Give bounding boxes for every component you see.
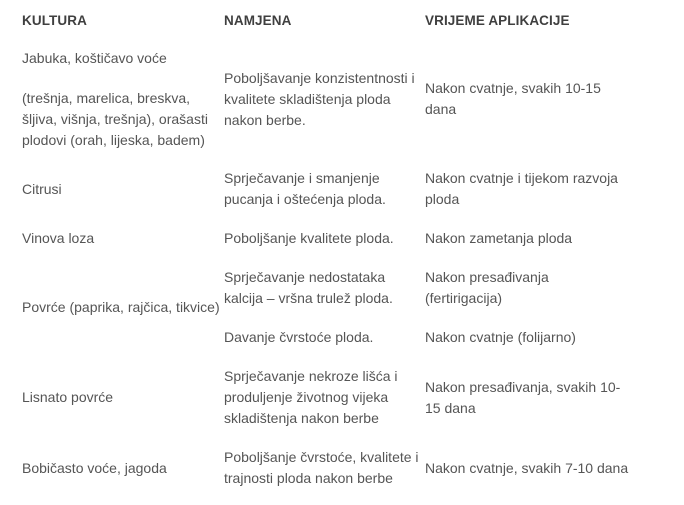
header-kultura: KULTURA (22, 13, 87, 28)
row-jabuka-kultura-detail (22, 88, 222, 151)
table-cell-text: (fertirigacija) (425, 290, 503, 306)
row-bobicasto-voce-vrijeme (425, 458, 630, 479)
table-cell-text: Sprječavanje nekroze lišća i (224, 368, 398, 384)
row-povrce-kultura (22, 297, 222, 318)
table-cell-text: pucanja i oštećenja ploda. (224, 191, 386, 207)
table-cell-text: Nakon cvatnje i tijekom razvoja (425, 170, 618, 186)
table-cell-text: nakon berbe. (224, 112, 306, 128)
row-vinova-loza-kultura (22, 228, 222, 249)
header-namjena: NAMJENA (224, 13, 292, 28)
row-povrce-vrijeme-a (425, 267, 630, 309)
table-cell-text: Nakon cvatnje, svakih 7-10 dana (425, 460, 629, 476)
table-cell-text: šljiva, višnja, trešnja), orašasti (22, 111, 208, 127)
row-lisnato-povrce-kultura (22, 387, 222, 408)
row-vinova-loza-namjena (224, 228, 422, 249)
table-cell-text: Nakon presađivanja (425, 269, 549, 285)
table-cell-text: Poboljšanje čvrstoće, kvalitete i (224, 449, 419, 465)
row-jabuka-vrijeme (425, 78, 630, 120)
table-cell-text: ploda (425, 191, 460, 207)
row-vinova-loza-vrijeme (425, 228, 630, 249)
row-povrce-namjena-b (224, 327, 422, 348)
row-povrce-namjena-a (224, 267, 422, 309)
table-cell-text: Sprječavanje i smanjenje (224, 170, 380, 186)
row-jabuka-kultura (22, 48, 222, 69)
table-cell-text: Jabuka, koštičavo voće (22, 50, 167, 66)
table-cell-text: Lisnato povrće (22, 389, 114, 405)
row-lisnato-povrce-vrijeme (425, 377, 630, 419)
table-cell-text: Bobičasto voće, jagoda (22, 460, 167, 476)
row-citrusi-namjena (224, 168, 422, 210)
table-cell-text: Nakon presađivanja, svakih 10- (425, 379, 621, 395)
table-cell-text: Nakon cvatnje (folijarno) (425, 329, 576, 345)
table-cell-text: Nakon zametanja ploda (425, 230, 573, 246)
row-bobicasto-voce-kultura (22, 458, 222, 479)
table-cell-text: Poboljšanje kvalitete ploda. (224, 230, 394, 246)
table-cell-text: skladištenja nakon berbe (224, 410, 379, 426)
header-vrijeme-aplikacije: VRIJEME APLIKACIJE (425, 13, 570, 28)
table-cell-text: plodovi (orah, lijeska, badem) (22, 132, 205, 148)
table-cell-text: kvalitete skladištenja ploda (224, 91, 391, 107)
table-cell-text: Davanje čvrstoće ploda. (224, 329, 374, 345)
table-cell-text: Citrusi (22, 181, 62, 197)
table-cell-text: Povrće (paprika, rajčica, tikvice) (22, 299, 220, 315)
row-povrce-vrijeme-b (425, 327, 630, 348)
table-cell-text: (trešnja, marelica, breskva, (22, 90, 191, 106)
row-lisnato-povrce-namjena (224, 366, 422, 429)
table-cell-text: Nakon cvatnje, svakih 10-15 (425, 80, 601, 96)
table-cell-text: Vinova loza (22, 230, 95, 246)
table-cell-text: 15 dana (425, 400, 476, 416)
row-citrusi-vrijeme (425, 168, 630, 210)
table-cell-text: dana (425, 101, 457, 117)
row-jabuka-namjena (224, 68, 422, 131)
table-cell-text: produljenje životnog vijeka (224, 389, 389, 405)
table-cell-text: Sprječavanje nedostataka (224, 269, 386, 285)
table-cell-text: kalcija – vršna trulež ploda. (224, 290, 393, 306)
row-bobicasto-voce-namjena (224, 447, 422, 489)
table-cell-text: trajnosti ploda nakon berbe (224, 470, 393, 486)
row-citrusi-kultura (22, 179, 222, 200)
table-cell-text: Poboljšavanje konzistentnosti i (224, 70, 415, 86)
